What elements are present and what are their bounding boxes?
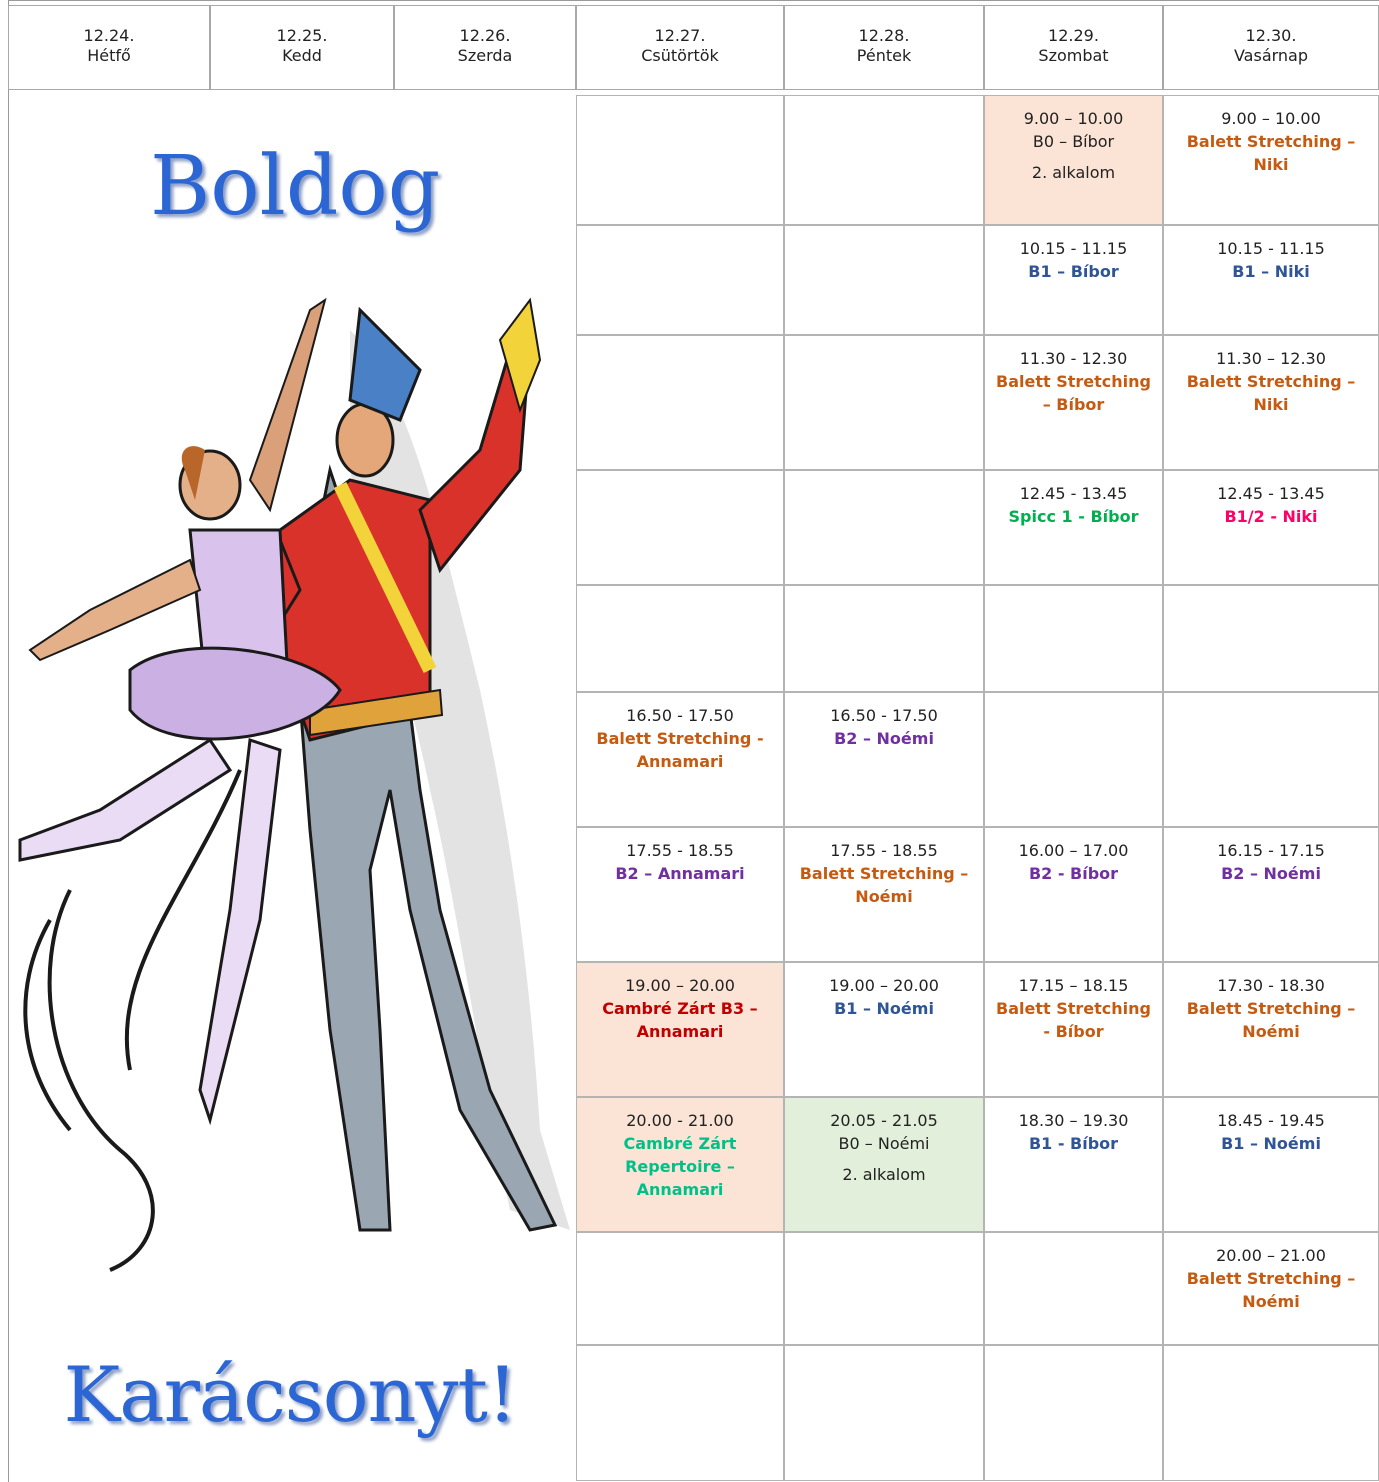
empty-slot xyxy=(576,225,784,335)
day-header xyxy=(210,5,394,90)
class-slot xyxy=(1163,1097,1379,1232)
slot-time: 17.15 – 18.15 xyxy=(1018,976,1129,995)
day-date: 12.27. xyxy=(654,26,706,45)
slot-time: 12.45 - 13.45 xyxy=(1217,484,1325,503)
empty-slot xyxy=(784,470,984,585)
empty-slot xyxy=(984,1232,1163,1345)
slot-time: 9.00 – 10.00 xyxy=(1023,109,1124,128)
class-slot xyxy=(984,95,1163,225)
slot-time: 17.30 - 18.30 xyxy=(1217,976,1325,995)
class-slot xyxy=(984,962,1163,1097)
slot-time: 20.05 - 21.05 xyxy=(830,1111,938,1130)
slot-title: B1 - Bíbor xyxy=(1028,1134,1119,1153)
empty-slot xyxy=(784,1345,984,1481)
day-header xyxy=(8,5,210,90)
empty-slot xyxy=(576,1232,784,1345)
slot-time: 20.00 – 21.00 xyxy=(1216,1246,1326,1265)
empty-slot xyxy=(984,1345,1163,1481)
slot-time: 18.30 – 19.30 xyxy=(1018,1111,1129,1130)
slot-title: Cambré Zárt B3 – Annamari xyxy=(602,999,758,1041)
class-slot xyxy=(576,692,784,827)
day-date: 12.29. xyxy=(1048,26,1099,45)
slot-title: Balett Stretching – Bíbor xyxy=(996,372,1151,414)
slot-time: 16.50 - 17.50 xyxy=(626,706,734,725)
day-header xyxy=(784,5,984,90)
class-slot xyxy=(984,470,1163,585)
day-date: 12.25. xyxy=(276,26,328,45)
slot-time: 9.00 – 10.00 xyxy=(1221,109,1321,128)
empty-slot xyxy=(1163,585,1379,692)
day-header xyxy=(394,5,576,90)
slot-time: 17.55 - 18.55 xyxy=(626,841,734,860)
day-name: Vasárnap xyxy=(1233,46,1309,65)
day-name: Hétfő xyxy=(87,46,131,65)
slot-title: B1/2 - Niki xyxy=(1224,507,1318,526)
slot-title: Balett Stretching – Noémi xyxy=(1186,999,1356,1041)
empty-slot xyxy=(784,225,984,335)
day-name: Csütörtök xyxy=(641,46,719,65)
empty-slot xyxy=(576,95,784,225)
class-slot xyxy=(984,1097,1163,1232)
empty-slot xyxy=(984,585,1163,692)
slot-time: 16.15 - 17.15 xyxy=(1217,841,1325,860)
day-header xyxy=(984,5,1163,90)
day-name: Kedd xyxy=(282,46,322,65)
empty-slot xyxy=(784,585,984,692)
empty-slot xyxy=(784,1232,984,1345)
slot-title: Balett Stretching – Niki xyxy=(1186,372,1356,414)
class-slot xyxy=(1163,95,1379,225)
empty-slot xyxy=(576,1345,784,1481)
dancers-illustration xyxy=(10,270,575,1280)
slot-title: Balett Stretching – Niki xyxy=(1186,132,1356,174)
class-slot xyxy=(784,962,984,1097)
class-slot xyxy=(784,692,984,827)
slot-title: Balett Stretching – Noémi xyxy=(799,864,969,906)
class-slot xyxy=(576,962,784,1097)
empty-slot xyxy=(1163,692,1379,827)
empty-slot xyxy=(784,335,984,470)
slot-time: 11.30 – 12.30 xyxy=(1216,349,1326,368)
slot-title: B1 – Noémi xyxy=(1221,1134,1321,1153)
slot-time: 18.45 - 19.45 xyxy=(1217,1111,1325,1130)
slot-title: Balett Stretching - Bíbor xyxy=(996,999,1151,1041)
day-header xyxy=(1163,5,1379,90)
slot-title: B2 – Annamari xyxy=(615,864,745,883)
slot-time: 11.30 - 12.30 xyxy=(1019,349,1128,368)
day-name: Szerda xyxy=(457,46,513,65)
day-name: Péntek xyxy=(856,46,912,65)
slot-title: B1 – Bíbor xyxy=(1028,262,1119,281)
class-slot xyxy=(984,827,1163,962)
slot-title: Cambré Zárt Repertoire – Annamari xyxy=(623,1134,737,1199)
female-dancer xyxy=(20,300,340,1120)
slot-title: B2 – Noémi xyxy=(1221,864,1321,883)
slot-note: 2. alkalom xyxy=(1031,163,1116,182)
slot-time: 20.00 - 21.00 xyxy=(626,1111,734,1130)
empty-slot xyxy=(576,585,784,692)
class-slot xyxy=(1163,470,1379,585)
slot-time: 10.15 - 11.15 xyxy=(1217,239,1325,258)
class-slot xyxy=(1163,1232,1379,1345)
class-slot xyxy=(576,1097,784,1232)
class-slot xyxy=(1163,225,1379,335)
class-slot xyxy=(784,1097,984,1232)
slot-time: 19.00 – 20.00 xyxy=(829,976,939,995)
day-date: 12.28. xyxy=(858,26,910,45)
slot-title: Balett Stretching – Noémi xyxy=(1186,1269,1356,1311)
empty-slot xyxy=(576,335,784,470)
class-slot xyxy=(1163,962,1379,1097)
slot-title: B2 – Noémi xyxy=(834,729,934,748)
class-slot xyxy=(1163,335,1379,470)
class-slot xyxy=(1163,827,1379,962)
slot-title: B0 – Bíbor xyxy=(1032,132,1115,151)
class-slot xyxy=(576,827,784,962)
greeting-line-2: Karácsonyt! xyxy=(63,1350,517,1439)
day-name: Szombat xyxy=(1038,46,1109,65)
class-slot xyxy=(984,335,1163,470)
greeting-line-1: Boldog xyxy=(150,139,441,234)
day-date: 12.24. xyxy=(83,26,135,45)
slot-time: 12.45 - 13.45 xyxy=(1019,484,1128,503)
day-date: 12.30. xyxy=(1245,26,1297,45)
empty-slot xyxy=(1163,1345,1379,1481)
slot-title: Balett Stretching - Annamari xyxy=(596,729,764,771)
slot-time: 17.55 - 18.55 xyxy=(830,841,938,860)
slot-time: 16.50 - 17.50 xyxy=(830,706,938,725)
slot-title: B0 – Noémi xyxy=(838,1134,930,1153)
slot-time: 10.15 - 11.15 xyxy=(1019,239,1128,258)
day-header xyxy=(576,5,784,90)
slot-time: 16.00 – 17.00 xyxy=(1018,841,1129,860)
slot-note: 2. alkalom xyxy=(842,1165,926,1184)
slot-title: B1 – Noémi xyxy=(834,999,934,1018)
class-slot xyxy=(984,225,1163,335)
day-date: 12.26. xyxy=(459,26,511,45)
slot-title: B2 - Bíbor xyxy=(1028,864,1119,883)
slot-title: Spicc 1 - Bíbor xyxy=(1008,507,1139,526)
slot-time: 19.00 – 20.00 xyxy=(625,976,735,995)
empty-slot xyxy=(576,470,784,585)
empty-slot xyxy=(784,95,984,225)
slot-title: B1 – Niki xyxy=(1232,262,1310,281)
class-slot xyxy=(784,827,984,962)
empty-slot xyxy=(984,692,1163,827)
